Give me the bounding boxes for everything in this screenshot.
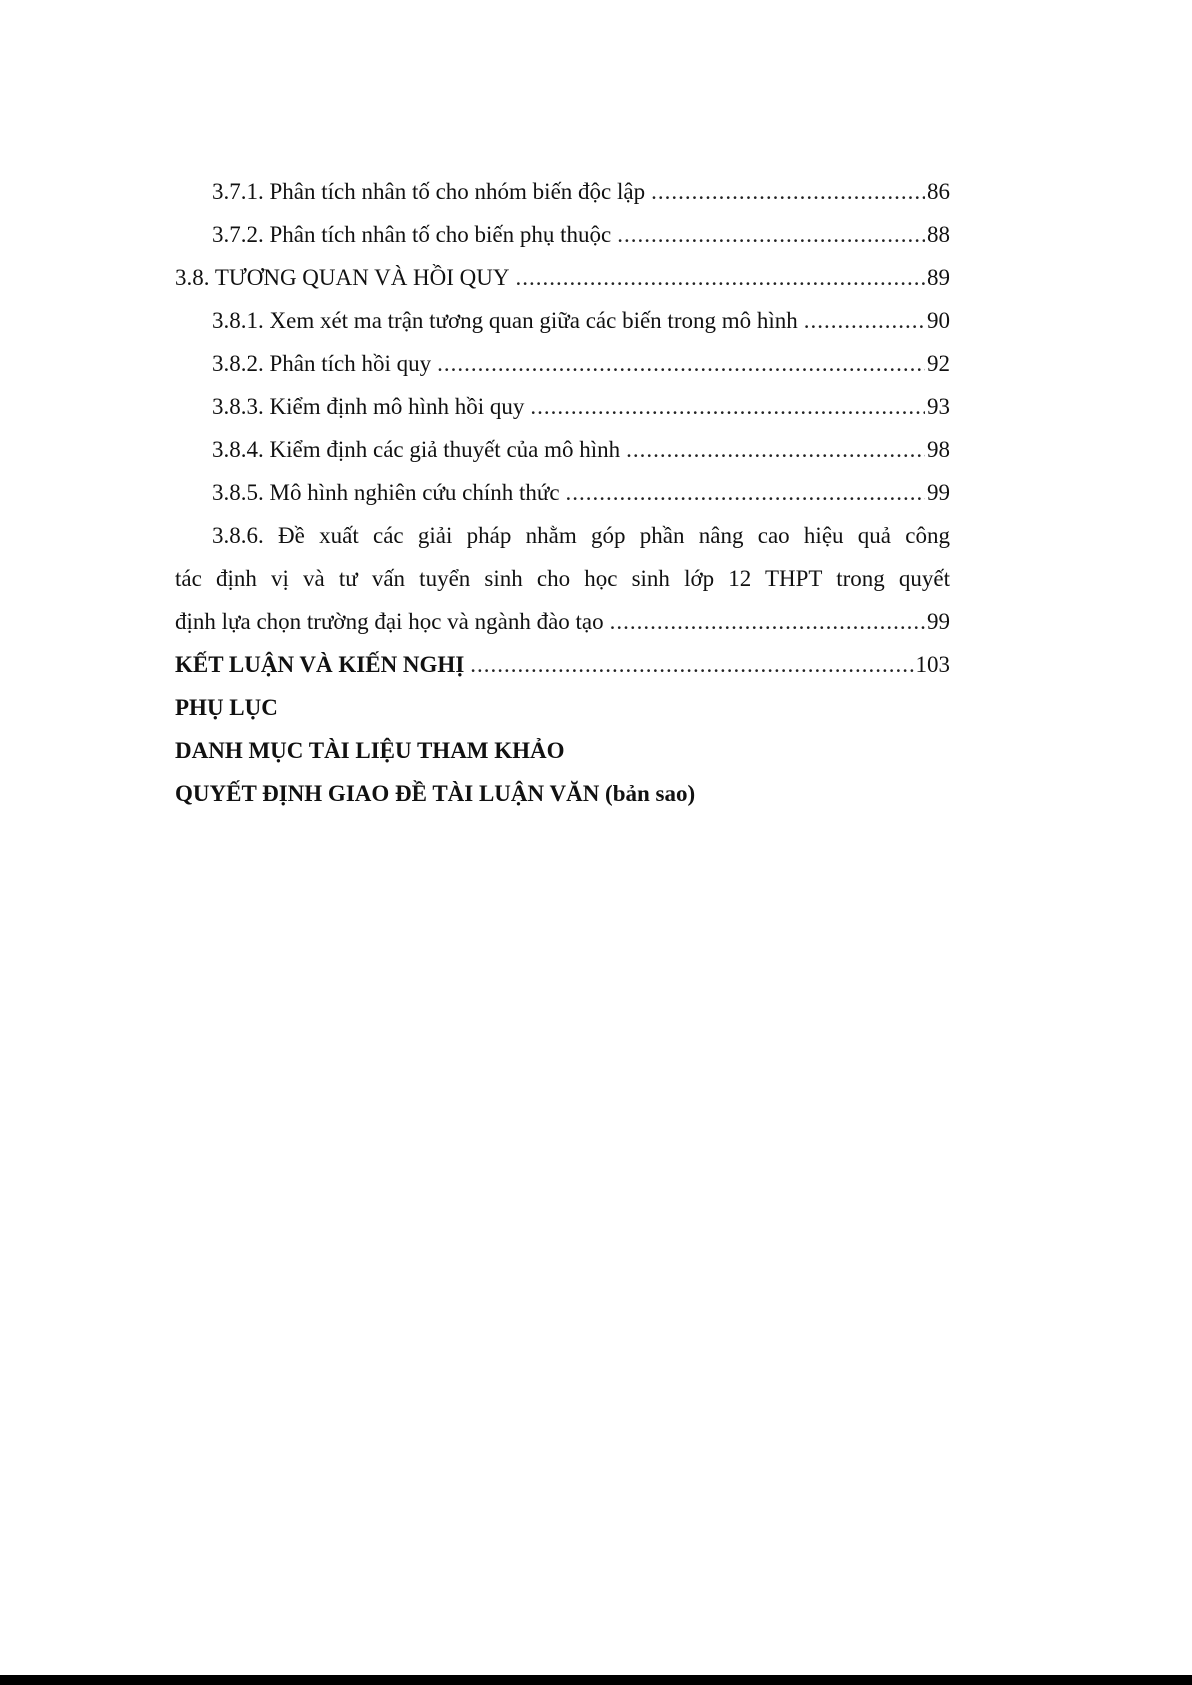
dot-leader	[804, 299, 925, 342]
toc-entry-page: 88	[927, 222, 950, 247]
toc-entry-page: 93	[927, 394, 950, 419]
toc-entry-title: QUYẾT ĐỊNH GIAO ĐỀ TÀI LUẬN VĂN (bản sao)	[175, 781, 696, 806]
toc-entry-decision[interactable]	[175, 772, 950, 815]
toc-entry-title: 3.8.4. Kiểm định các giả thuyết của mô hình	[212, 437, 621, 462]
toc-entry-3-7-1[interactable]	[175, 170, 950, 213]
toc-entry-title: 3.8.5. Mô hình nghiên cứu chính thức	[212, 480, 560, 505]
toc-entry-page: 99	[927, 480, 950, 505]
toc-entry-title: định lựa chọn trường đại học và ngành đào tạo	[175, 609, 604, 634]
toc-entry-title: KẾT LUẬN VÀ KIẾN NGHỊ	[175, 652, 465, 677]
toc-entry-title: 3.8. TƯƠNG QUAN VÀ HỒI QUY	[175, 265, 510, 290]
toc-entry-title: 3.8.3. Kiểm định mô hình hồi quy	[212, 394, 525, 419]
toc-entry-3-8[interactable]	[175, 256, 950, 299]
dot-leader	[617, 213, 925, 256]
toc-entry-last-line	[175, 600, 950, 643]
toc-entry-title: 3.7.2. Phân tích nhân tố cho biến phụ thuộc	[212, 222, 612, 247]
toc-entry-3-8-3[interactable]	[175, 385, 950, 428]
dot-leader	[651, 170, 925, 213]
toc-entry-page: 90	[927, 308, 950, 333]
toc-entry-title: PHỤ LỤC	[175, 695, 278, 720]
dot-leader	[610, 600, 925, 643]
toc-entry-title: 3.8.1. Xem xét ma trận tương quan giữa các biến trong mô hình	[212, 308, 798, 333]
toc-entry-3-7-2[interactable]	[175, 213, 950, 256]
toc-entry-page: 86	[927, 179, 950, 204]
toc-entry-page: 98	[927, 437, 950, 462]
toc-entry-title: DANH MỤC TÀI LIỆU THAM KHẢO	[175, 738, 565, 763]
toc-entry-3-8-6[interactable]	[175, 514, 950, 643]
dot-leader	[626, 428, 925, 471]
toc-entry-3-8-4[interactable]	[175, 428, 950, 471]
dot-leader	[530, 385, 925, 428]
toc-entry-page: 103	[915, 652, 950, 677]
toc-entry-line: 3.8.6. Đề xuất các giải pháp nhằm góp phần nâng cao hiệu quả công	[212, 523, 950, 548]
toc-entry-page: 92	[927, 351, 950, 376]
dot-leader	[566, 471, 925, 514]
dot-leader	[516, 256, 925, 299]
toc-entry-3-8-5[interactable]	[175, 471, 950, 514]
toc-entry-appendix[interactable]	[175, 686, 950, 729]
toc-entry-page: 99	[927, 609, 950, 634]
toc-entry-3-8-1[interactable]	[175, 299, 950, 342]
table-of-contents	[175, 170, 950, 815]
toc-entry-line: tác định vị và tư vấn tuyển sinh cho học sinh lớp 12 THPT trong quyết	[175, 566, 950, 591]
dot-leader	[437, 342, 925, 385]
toc-entry-title: 3.7.1. Phân tích nhân tố cho nhóm biến độc lập	[212, 179, 646, 204]
dot-leader	[470, 643, 913, 686]
toc-entry-page: 89	[927, 265, 950, 290]
toc-entry-references[interactable]	[175, 729, 950, 772]
page-bottom-edge	[0, 1675, 1192, 1685]
toc-entry-title: 3.8.2. Phân tích hồi quy	[212, 351, 432, 376]
toc-entry-3-8-2[interactable]	[175, 342, 950, 385]
toc-entry-conclusion[interactable]	[175, 643, 950, 686]
